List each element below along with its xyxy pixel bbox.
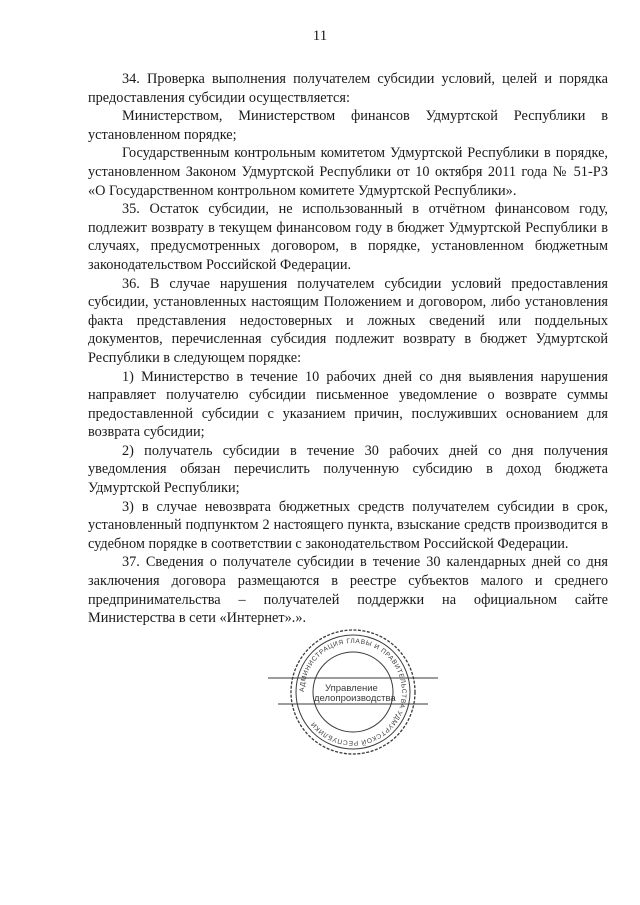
paragraph-37: 37. Сведения о получателе субсидии в течение 30 календарных дней со дня заключения договора размещаются в реестре субъектов малого и среднего предпринимательства – получателей поддержки на официальном сайте Министерства в сети «Интернет».».	[88, 554, 608, 627]
stamp-ring-text-path: АДМИНИСТРАЦИЯ ГЛАВЫ И ПРАВИТЕЛЬСТВА УДМУРТСКОЙ РЕСПУБЛИКИ	[298, 637, 408, 747]
paragraph-34: 34. Проверка выполнения получателем субсидии условий, целей и порядка предоставления субсидии осуществляется:	[88, 71, 608, 106]
stamp-seal	[268, 627, 438, 757]
stamp-line-1: Управление	[325, 683, 378, 694]
paragraph-36-item-2: 2) получатель субсидии в течение 30 рабочих дней со дня получения уведомления обязан перечислить полученную субсидию в доход бюджета Удмуртской Республики;	[88, 442, 608, 497]
paragraph-36-item-3: 3) в случае невозврата бюджетных средств получателем субсидии в срок, установленный подпунктом 2 настоящего пункта, взыскание средств производится в судебном порядке в соответствии с законодательством Российской Федерации.	[88, 498, 608, 552]
stamp-line-2: делопроизводства	[314, 693, 396, 704]
page-number: 11	[312, 28, 328, 44]
office-stamp	[268, 627, 438, 757]
document-body	[88, 70, 608, 628]
paragraph-36: 36. В случае нарушения получателем субсидии условий предоставления субсидии, установленных настоящим Положением и договором, либо установления факта представления недостоверных и ложных сведений или поддельных документов, перечисленная субсидия подлежит возврату в бюджет Удмуртской Республики в следующем порядке:	[88, 275, 608, 366]
paragraph-34-item-ministry: Министерством, Министерством финансов Удмуртской Республики в установленном порядке;	[88, 108, 608, 143]
paragraph-35: 35. Остаток субсидии, не использованный в отчётном финансовом году, подлежит возврату в текущем финансовом году в бюджет Удмуртской Республики в случаях, предусмотренных договором, в порядке, установленном бюджетным законодательством Российской Федерации.	[88, 201, 608, 273]
paragraph-34-item-control-committee: Государственным контрольным комитетом Удмуртской Республики в порядке, установленном Законом Удмуртской Республики от 10 октября 2011 года № 51-РЗ «О Государственном контрольном комитете Удмуртской Республики».	[88, 145, 608, 199]
paragraph-36-item-1: 1) Министерство в течение 10 рабочих дней со дня выявления нарушения направляет получателю субсидии письменное уведомление о возврате суммы предоставленной субсидии с указанием причин, послуживших основанием для возврата субсидии;	[88, 368, 608, 441]
